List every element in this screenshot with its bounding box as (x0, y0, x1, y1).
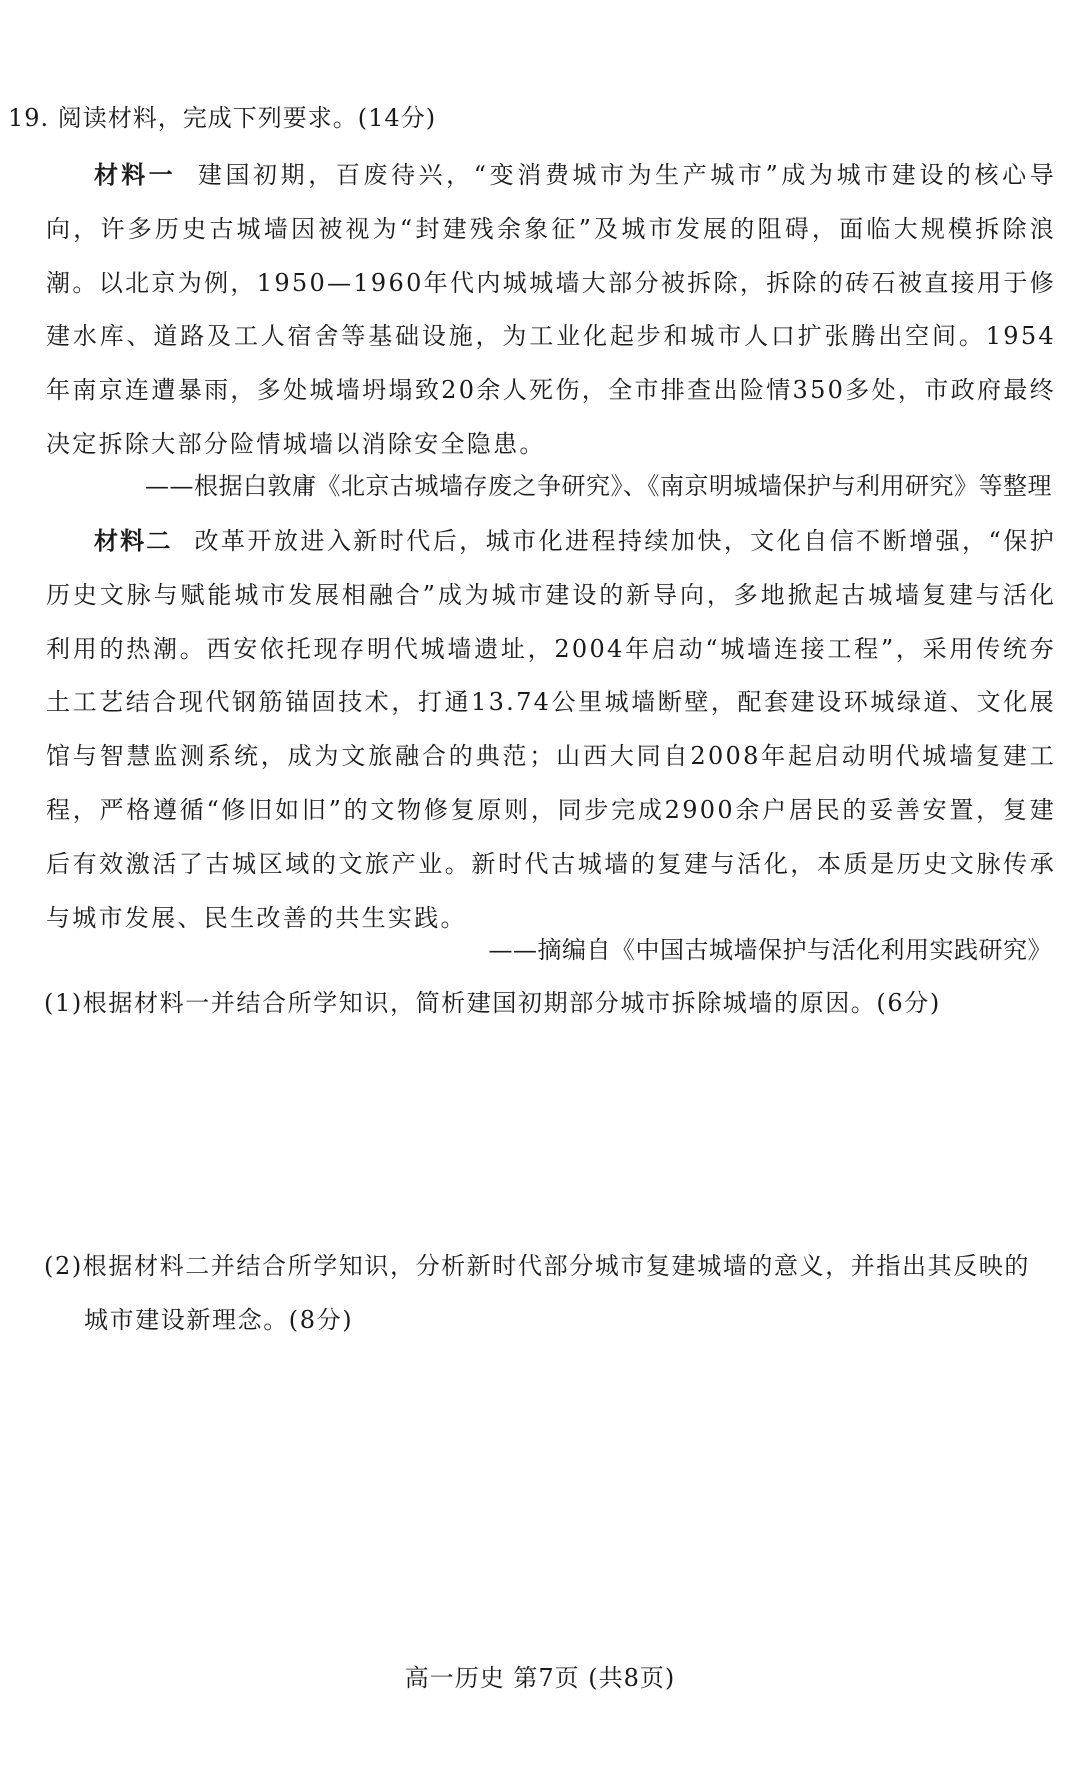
material-two (46, 514, 1056, 945)
material-one (46, 148, 1056, 472)
material-two-label: 材料二 (94, 526, 173, 555)
sub-question-1: (1)根据材料一并结合所学知识，简析建国初期部分城市拆除城墙的原因。(6分) (44, 989, 941, 1017)
material-two-source: ——摘编自《中国古城墙保护与活化利用实践研究》 (488, 936, 1052, 964)
material-one-label: 材料一 (94, 160, 176, 189)
sub-question-2-continued: 城市建设新理念。(8分) (84, 1306, 354, 1334)
sub-question-2: (2)根据材料二并结合所学知识，分析新时代部分城市复建城墙的意义，并指出其反映的 (44, 1252, 1030, 1280)
question-title: 19. 阅读材料，完成下列要求。(14分) (8, 104, 437, 132)
material-one-source: ——根据白敦庸《北京古城墙存废之争研究》、《南京明城墙保护与利用研究》等整理 (145, 472, 1052, 500)
material-one-text: 建国初期，百废待兴，“变消费城市为生产城市”成为城市建设的核心导向，许多历史古城墙因被视为“封建残余象征”及城市发展的阻碍，面临大规模拆除浪潮。以北京为例，1950—1960年代内城城墙大部分被拆除，拆除的砖石被直接用于修建水库、道路及工人宿舍等基础设施，为工业化起步和城市人口扩张腾出空间。1954年南京连遭暴雨，多处城墙坍塌致20余人死伤，全市排查出险情350多处，市政府最终决定拆除大部分险情城墙以消除安全隐患。 (46, 161, 1057, 458)
page-footer: 高一历史 第7页 (共8页) (404, 1664, 676, 1692)
material-two-text: 改革开放进入新时代后，城市化进程持续加快，文化自信不断增强，“保护历史文脉与赋能城市发展相融合”成为城市建设的新导向，多地掀起古城墙复建与活化利用的热潮。西安依托现存明代城墙遗址，2004年启动“城墙连接工程”，采用传统夯土工艺结合现代钢筋锚固技术，打通13.74公里城墙断壁，配套建设环城绿道、文化展馆与智慧监测系统，成为文旅融合的典范；山西大同自2008年起启动明代城墙复建工程，严格遵循“修旧如旧”的文物修复原则，同步完成2900余户居民的妥善安置，复建后有效激活了古城区域的文旅产业。新时代古城墙的复建与活化，本质是历史文脉传承与城市发展、民生改善的共生实践。 (46, 527, 1056, 932)
